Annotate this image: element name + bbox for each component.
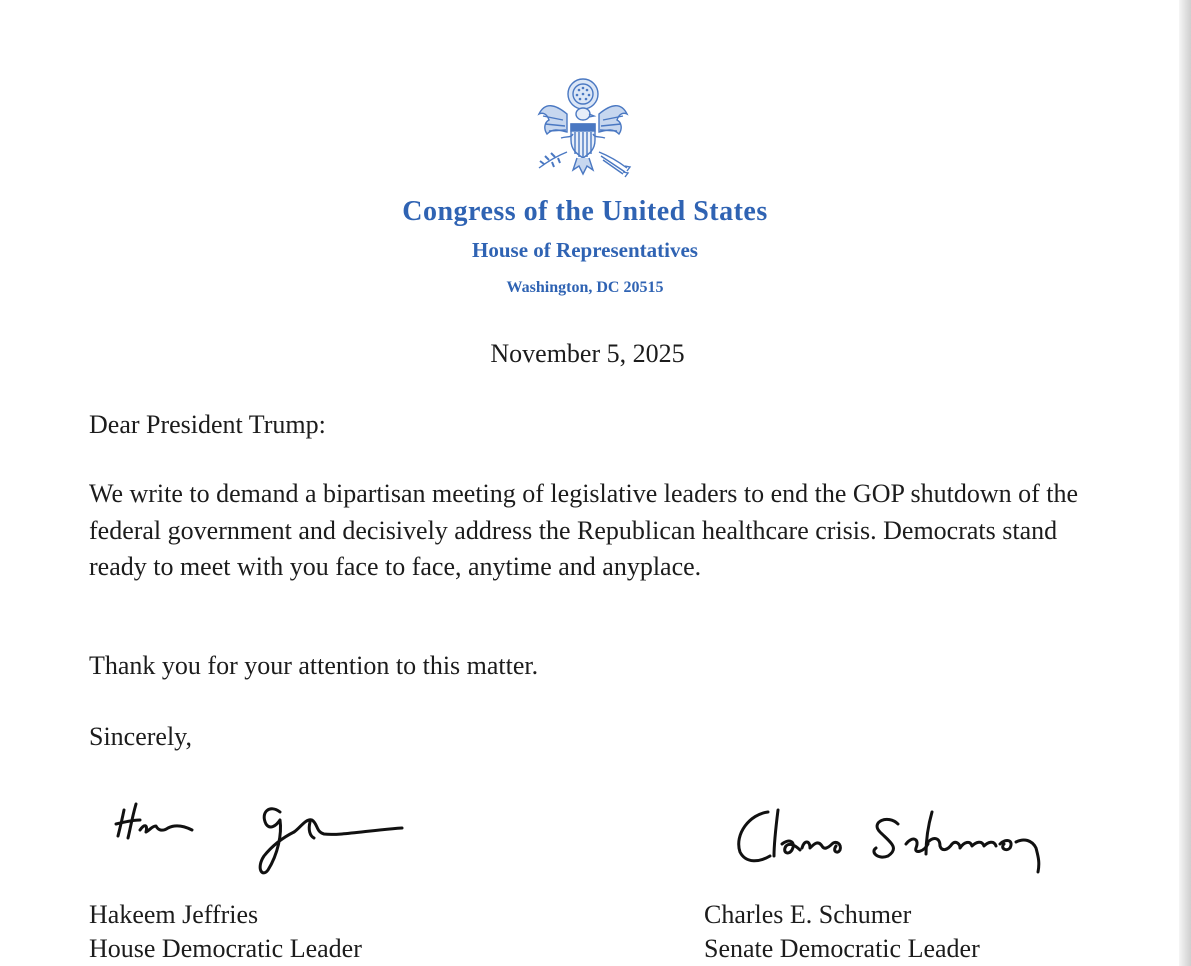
signatory-title-jeffries: House Democratic Leader	[89, 934, 362, 963]
signature-jeffries	[110, 790, 410, 880]
closing: Sincerely,	[89, 722, 192, 751]
letterhead-address: Washington, DC 20515	[506, 279, 664, 296]
salutation: Dear President Trump:	[89, 410, 326, 439]
great-seal-eagle-icon	[527, 74, 639, 184]
signature-schumer	[720, 800, 1060, 890]
letterhead-chamber: House of Representatives	[472, 238, 698, 262]
body-paragraph: We write to demand a bipartisan meeting of legislative leaders to end the GOP shutdown of the federal government and decisively address the Republican healthcare crisis. Democrats stand ready to meet with you face to face, anytime and anyplace.	[89, 479, 1079, 581]
letterhead-title: Congress of the United States	[402, 196, 768, 227]
page-edge	[1179, 0, 1191, 966]
letter-date: November 5, 2025	[490, 339, 685, 368]
thank-you-line: Thank you for your attention to this matter.	[89, 651, 539, 680]
signatory-name-jeffries: Hakeem Jeffries	[89, 900, 259, 929]
signatory-title-schumer: Senate Democratic Leader	[704, 934, 980, 963]
signatory-name-schumer: Charles E. Schumer	[704, 900, 912, 929]
